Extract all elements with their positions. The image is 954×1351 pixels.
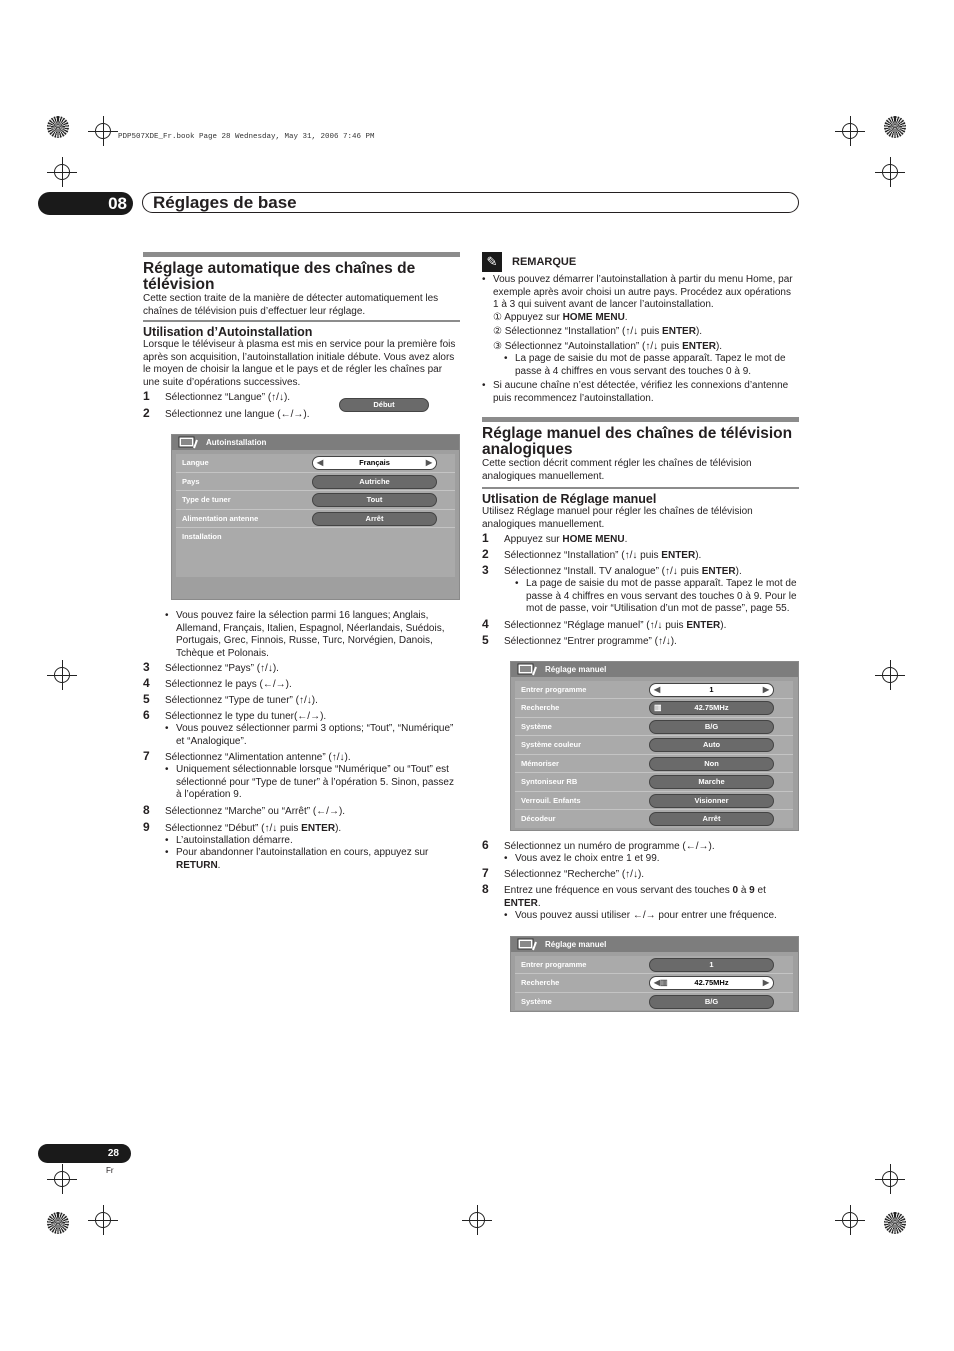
menu-header [172, 435, 459, 450]
menu-row-langue[interactable]: Langue ◀ Français ▶ [176, 454, 455, 473]
book-info-line: PDP507XDE_Fr.book Page 28 Wednesday, May 31, 2006 7:46 PM [118, 133, 375, 141]
pencil-note-icon: ✎ [482, 252, 502, 272]
note-header [482, 252, 799, 274]
systeme-value[interactable]: B/G [649, 720, 774, 734]
step-3: 3 Sélectionnez “Install. TV analogue” (↑/↓ puis ENTER). [482, 563, 742, 577]
step-4: 4 Sélectionnez “Réglage manuel” (↑/↓ puis ENTER). [482, 616, 727, 631]
menu-row-type-tuner[interactable]: Type de tuner Tout [176, 491, 455, 510]
debut-button[interactable]: Début [339, 398, 429, 412]
menu-row-recherche[interactable]: Recherche ◀▥ 42.75MHz ▶ [515, 974, 793, 993]
langue-selector[interactable]: ◀ Français ▶ [312, 456, 437, 470]
subsection-title: Utlisation de Réglage manuel [482, 492, 657, 506]
section-intro: Cette section décrit comment régler les chaînes de télévision analogiques manuellement. [482, 458, 752, 482]
registration-mark [875, 157, 905, 187]
memoriser-value[interactable]: Non [649, 757, 774, 771]
menu-row-alimentation[interactable]: Alimentation antenne Arrêt [176, 510, 455, 529]
note-title: REMARQUE [512, 256, 577, 268]
subsection-intro: Lorsque le téléviseur à plasma est mis en service pour la première fois après son acquisition, l’autoinstallation initiale débute. Vous avez alors le moyen de choisir la langue et le pays et de régler les chaînes par une suite d’opérations successives. [143, 339, 456, 388]
menu-title: Réglage manuel [545, 664, 607, 674]
section-rule [482, 417, 799, 422]
step-1: 1 Appuyez sur HOME MENU. [482, 531, 628, 545]
registration-mark [462, 1205, 492, 1235]
step-4: 4 Sélectionnez le pays (←/→). [143, 676, 292, 690]
step-9: 9 Sélectionnez “Début” (↑/↓ puis ENTER). [143, 819, 342, 834]
step-5: 5 Sélectionnez “Entrer programme” (↑/↓). [482, 632, 677, 647]
bullet-tuner: • Vous pouvez sélectionner parmi 3 options; “Tout”, “Numérique” et “Analogique”. [165, 723, 460, 748]
registration-mark [88, 1205, 118, 1235]
print-target-mark [884, 116, 906, 138]
note-bullet-2: • Si aucune chaîne n’est détectée, vérifiez les connexions d’antenne puis recommencez l’autoinstallation. [482, 380, 799, 405]
subsection-rule [143, 320, 460, 322]
reglage-manuel-menu [510, 661, 799, 831]
menu-row-memoriser[interactable]: Mémoriser Non [515, 755, 793, 774]
subsection-rule [482, 487, 799, 489]
step-2: 2 Sélectionnez une langue (←/→). [143, 406, 310, 420]
section-rule [143, 252, 460, 257]
menu-row-entrer-programme[interactable]: Entrer programme ◀ 1 ▶ [515, 681, 793, 700]
page-number-badge: 28 [38, 1144, 131, 1163]
tv-menu-icon [517, 663, 537, 677]
registration-mark [835, 1205, 865, 1235]
registration-mark [875, 1164, 905, 1194]
bullet-antenne: • Uniquement sélectionnable lorsque “Numérique” ou “Tout” est sélectionné pour “Type de tuner” à l’opération 5. Sinon, passez à l’opération 9. [165, 764, 460, 802]
verrouil-enfants-value[interactable]: Visionner [649, 794, 774, 808]
subsection-intro: Utilisez Réglage manuel pour régler les chaînes de télévision analogiques manuellement. [482, 506, 753, 530]
menu-body [515, 956, 793, 1011]
step-1: 1 Sélectionnez “Langue” (↑/↓). [143, 389, 291, 403]
type-tuner-value[interactable]: Tout [312, 493, 437, 507]
menu-header [511, 662, 798, 677]
registration-mark [47, 157, 77, 187]
bullet-languages: • Vous pouvez faire la sélection parmi 16 langues; Anglais, Allemand, Français, Italien, Espagnol, Néerlandais, Suédois, Portugais, Grec, Finnois, Russe, Turc, Norvégien, Danois, Tchèque et Polonais. [165, 610, 460, 660]
bullet-abort: • Pour abandonner l’autoinstallation en cours, appuyez sur RETURN. [165, 847, 460, 872]
decodeur-value[interactable]: Arrêt [649, 812, 774, 826]
menu-row-recherche[interactable]: Recherche ▥ 42.75MHz [515, 699, 793, 718]
chapter-title: Réglages de base [153, 193, 297, 212]
note-sub-1: ① Appuyez sur HOME MENU. [493, 311, 628, 323]
bullet-start: • L’autoinstallation démarre. [165, 835, 460, 848]
step-8: 8 Sélectionnez “Marche” ou “Arrêt” (←/→). [143, 802, 346, 817]
step-5: 5 Sélectionnez “Type de tuner” (↑/↓). [143, 692, 318, 706]
tv-menu-icon [178, 436, 198, 450]
registration-mark [88, 116, 118, 146]
section-intro: Cette section traite de la manière de détecter automatiquement les chaînes de télévision puis d’effectuer leur réglage. [143, 293, 439, 317]
step-3-bullet: • La page de saisie du mot de passe apparaît. Tapez le mot de passe à 4 chiffres en vous servant des touches 0 à 9. Pour le mot de passe, voir “Utilisation d’un mot de passe”, page 55. [515, 578, 799, 616]
subsection-title: Utilisation d’Autoinstallation [143, 325, 313, 339]
step-2: 2 Sélectionnez “Installation” (↑/↓ puis ENTER). [482, 547, 702, 561]
menu-title: Autoinstallation [206, 438, 267, 447]
menu-title: Réglage manuel [545, 939, 607, 949]
menu-row-entrer-programme[interactable]: Entrer programme 1 [515, 956, 793, 975]
step-3: 3 Sélectionnez “Pays” (↑/↓). [143, 660, 279, 674]
print-target-mark [884, 1212, 906, 1234]
menu-body [176, 454, 455, 577]
step-6: 6 Sélectionnez le type du tuner(←/→). [143, 708, 327, 722]
recherche-selector[interactable]: ◀▥ 42.75MHz ▶ [649, 976, 774, 990]
systeme-value[interactable]: B/G [649, 995, 774, 1009]
menu-row-systeme[interactable]: Système B/G [515, 993, 793, 1011]
step-6: 6 Sélectionnez un numéro de programme (←/→). [482, 837, 715, 852]
programme-value[interactable]: 1 [649, 958, 774, 972]
right-column [482, 252, 799, 1012]
menu-row-installation[interactable]: Installation [182, 532, 222, 541]
menu-row-verrouil-enfants[interactable]: Verrouil. Enfants Visionner [515, 792, 793, 811]
step-7: 7 Sélectionnez “Alimentation antenne” (↑/↓). [143, 749, 351, 763]
syntoniseur-rb-value[interactable]: Marche [649, 775, 774, 789]
section-title: Réglage manuel des chaînes de télévision analogiques [482, 425, 793, 458]
menu-row-decodeur[interactable]: Décodeur Arrêt [515, 810, 793, 828]
systeme-couleur-value[interactable]: Auto [649, 738, 774, 752]
print-target-mark [47, 1212, 69, 1234]
language-code: Fr [106, 1166, 114, 1175]
recherche-value[interactable]: ▥ 42.75MHz [649, 701, 774, 715]
note-sub-3: ③ Sélectionnez “Autoinstallation” (↑/↓ puis ENTER). [493, 340, 723, 352]
registration-mark [47, 660, 77, 690]
registration-mark [47, 1164, 77, 1194]
note-bullet-1: • Vous pouvez démarrer l’autoinstallation à partir du menu Home, par exemple après avoir choisi un autre pays. Procédez aux opérations 1 à 3 qui suivent avant de lancer l’autoinstallation. [482, 274, 799, 312]
menu-header [511, 937, 798, 952]
step-6-bullet: • Vous avez le choix entre 1 et 99. [504, 853, 799, 866]
tv-menu-icon [517, 938, 537, 952]
menu-row-syntoniseur-rb[interactable]: Syntoniseur RB Marche [515, 773, 793, 792]
chapter-number-badge: 08 [38, 192, 133, 215]
menu-row-systeme-couleur[interactable]: Système couleur Auto [515, 736, 793, 755]
pays-value[interactable]: Autriche [312, 475, 437, 489]
print-target-mark [47, 116, 69, 138]
step-8-bullet: • Vous pouvez aussi utiliser ←/→ pour entrer une fréquence. [504, 910, 799, 923]
section-title: Réglage automatique des chaînes de télévision [143, 260, 416, 293]
note-sub-2: ② Sélectionnez “Installation” (↑/↓ puis ENTER). [493, 326, 703, 337]
note-sub-3-bullet: • La page de saisie du mot de passe apparaît. Tapez le mot de passe à 4 chiffres en vous servant des touches 0 à 9. [504, 353, 799, 378]
registration-mark [835, 116, 865, 146]
step-7: 7 Sélectionnez “Recherche” (↑/↓). [482, 866, 645, 880]
menu-row-pays[interactable]: Pays Autriche [176, 473, 455, 492]
alimentation-value[interactable]: Arrêt [312, 512, 437, 526]
reglage-manuel-menu-partial [510, 936, 799, 1012]
step-8: 8 Entrez une fréquence en vous servant des touches 0 à 9 et ENTER. [482, 882, 766, 909]
programme-selector[interactable]: ◀ 1 ▶ [649, 683, 774, 697]
registration-mark [875, 660, 905, 690]
menu-row-systeme[interactable]: Système B/G [515, 718, 793, 737]
left-column [143, 252, 460, 872]
menu-body [515, 681, 793, 828]
